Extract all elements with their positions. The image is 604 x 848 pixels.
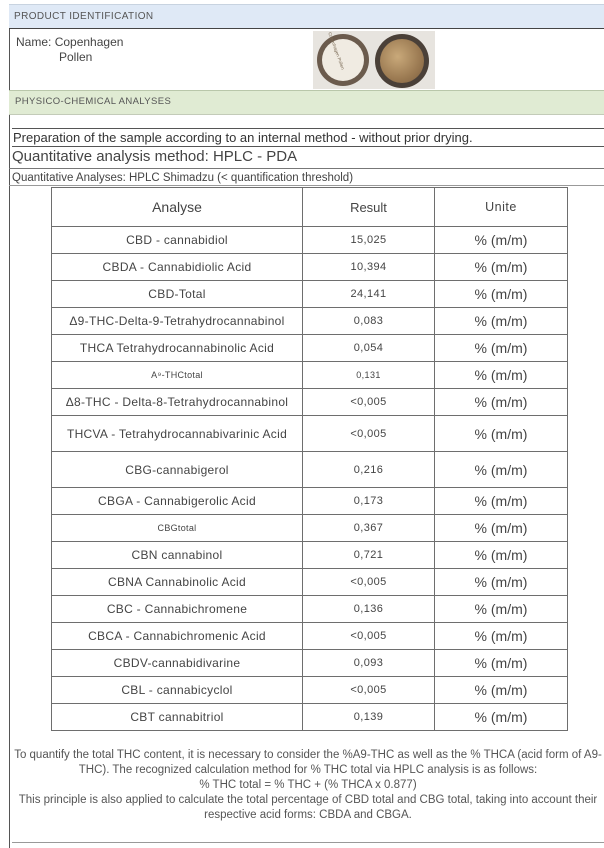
result-cell: 0,093 [303,650,435,677]
product-name-block [16,35,123,65]
table-row [52,623,568,650]
jar-lid-label [322,31,364,81]
unit-cell: % (m/m) [435,362,568,389]
column-header-result: Result [303,188,435,227]
table-row [52,596,568,623]
unit-cell: % (m/m) [435,452,568,488]
quantitative-analyses-text: Quantitative Analyses: HPLC Shimadzu (< quantification threshold) [12,172,354,184]
analyte-cell: THCVA - Tetrahydrocannabivarinic Acid [52,416,303,452]
unit-cell: % (m/m) [435,281,568,308]
unit-cell: % (m/m) [435,596,568,623]
analyte-cell: CBL - cannabicyclol [52,677,303,704]
table-row [52,452,568,488]
unit-cell: % (m/m) [435,677,568,704]
result-cell: <0,005 [303,569,435,596]
unit-cell: % (m/m) [435,542,568,569]
table-row [52,389,568,416]
unit-cell: % (m/m) [435,623,568,650]
analyte-cell: CBGtotal [52,515,303,542]
analyte-cell: CBDA - Cannabidiolic Acid [52,254,303,281]
bottom-divider [12,842,604,843]
analyte-cell: CBCA - Cannabichromenic Acid [52,623,303,650]
analyte-cell: CBC - Cannabichromene [52,596,303,623]
column-header-unit: Unite [435,188,568,227]
unit-cell: % (m/m) [435,650,568,677]
left-border [9,29,10,90]
footnote-text-1: To quantify the total THC content, it is necessary to consider the %A9-THC as well as the % THCA (acid form of A9-THC). The recognized calculation method for % THC total via HPLC analysis is as follows: [14,749,602,776]
left-border [9,115,10,848]
product-name-line1: Copenhagen [54,35,124,49]
table-row [52,488,568,515]
footnote-text-2: This principle is also applied to calculate the total percentage of CBD total and CBG total, taking into account their respective acid forms: CBDA and CBGA. [18,794,598,821]
product-name-line2: Pollen [59,50,93,64]
analyte-cell: CBNA Cannabinolic Acid [52,569,303,596]
unit-cell: % (m/m) [435,515,568,542]
section-header-physico-chemical: PHYSICO-CHEMICAL ANALYSES [9,90,604,115]
table-row [52,416,568,452]
column-header-analyse: Analyse [52,188,303,227]
table-row [52,335,568,362]
analyte-cell: CBDV-cannabidivarine [52,650,303,677]
result-cell: 24,141 [303,281,435,308]
result-cell: 0,139 [303,704,435,731]
divider [9,168,604,169]
table-row [52,362,568,389]
result-cell: 0,131 [303,362,435,389]
table-row [52,542,568,569]
footnote-formula: % THC total = % THC + (% THCA x 0.877) [199,779,417,791]
unit-cell: % (m/m) [435,227,568,254]
result-cell: 0,054 [303,335,435,362]
result-cell: <0,005 [303,677,435,704]
table-row [52,569,568,596]
result-cell: <0,005 [303,389,435,416]
table-row [52,308,568,335]
table-row [52,254,568,281]
unit-cell: % (m/m) [435,704,568,731]
analyte-cell: CBGA - Cannabigerolic Acid [52,488,303,515]
section-header-product-identification: PRODUCT IDENTIFICATION [9,4,604,29]
divider [9,185,604,186]
analyte-cell: THCA Tetrahydrocannabinolic Acid [52,335,303,362]
result-cell: 0,216 [303,452,435,488]
pollen-content [380,39,424,83]
unit-cell: % (m/m) [435,569,568,596]
unit-cell: % (m/m) [435,488,568,515]
result-cell: 0,083 [303,308,435,335]
result-cell: 0,173 [303,488,435,515]
table-row [52,515,568,542]
result-cell: 15,025 [303,227,435,254]
result-cell: 0,367 [303,515,435,542]
table-row [52,281,568,308]
analyte-cell: CBD-Total [52,281,303,308]
sample-photo [313,31,435,89]
product-name-label: Name: [16,35,52,49]
thc-calculation-footnote [12,748,604,823]
unit-cell: % (m/m) [435,308,568,335]
sample-preparation-text: Preparation of the sample according to an internal method - without prior drying. [12,128,604,147]
result-cell: <0,005 [303,416,435,452]
unit-cell: % (m/m) [435,389,568,416]
unit-cell: % (m/m) [435,335,568,362]
analyte-cell: CBG-cannabigerol [52,452,303,488]
analyte-cell: CBN cannabinol [52,542,303,569]
table-row [52,227,568,254]
unit-cell: % (m/m) [435,416,568,452]
result-cell: <0,005 [303,623,435,650]
result-cell: 10,394 [303,254,435,281]
analyte-cell: CBD - cannabidiol [52,227,303,254]
table-header-row [52,188,568,227]
result-cell: 0,721 [303,542,435,569]
results-table [51,187,568,731]
unit-cell: % (m/m) [435,254,568,281]
analyte-cell: Δ9-THC-Delta-9-Tetrahydrocannabinol [52,308,303,335]
result-cell: 0,136 [303,596,435,623]
table-row [52,677,568,704]
analyte-cell: Δ8-THC - Delta-8-Tetrahydrocannabinol [52,389,303,416]
table-row [52,650,568,677]
table-row [52,704,568,731]
analyte-cell: CBT cannabitriol [52,704,303,731]
analyte-cell: A⁹-THCtotal [52,362,303,389]
quantitative-method-text: Quantitative analysis method: HPLC - PDA [12,148,298,165]
jar-label-text: Copenhagen Pollen [327,31,346,71]
